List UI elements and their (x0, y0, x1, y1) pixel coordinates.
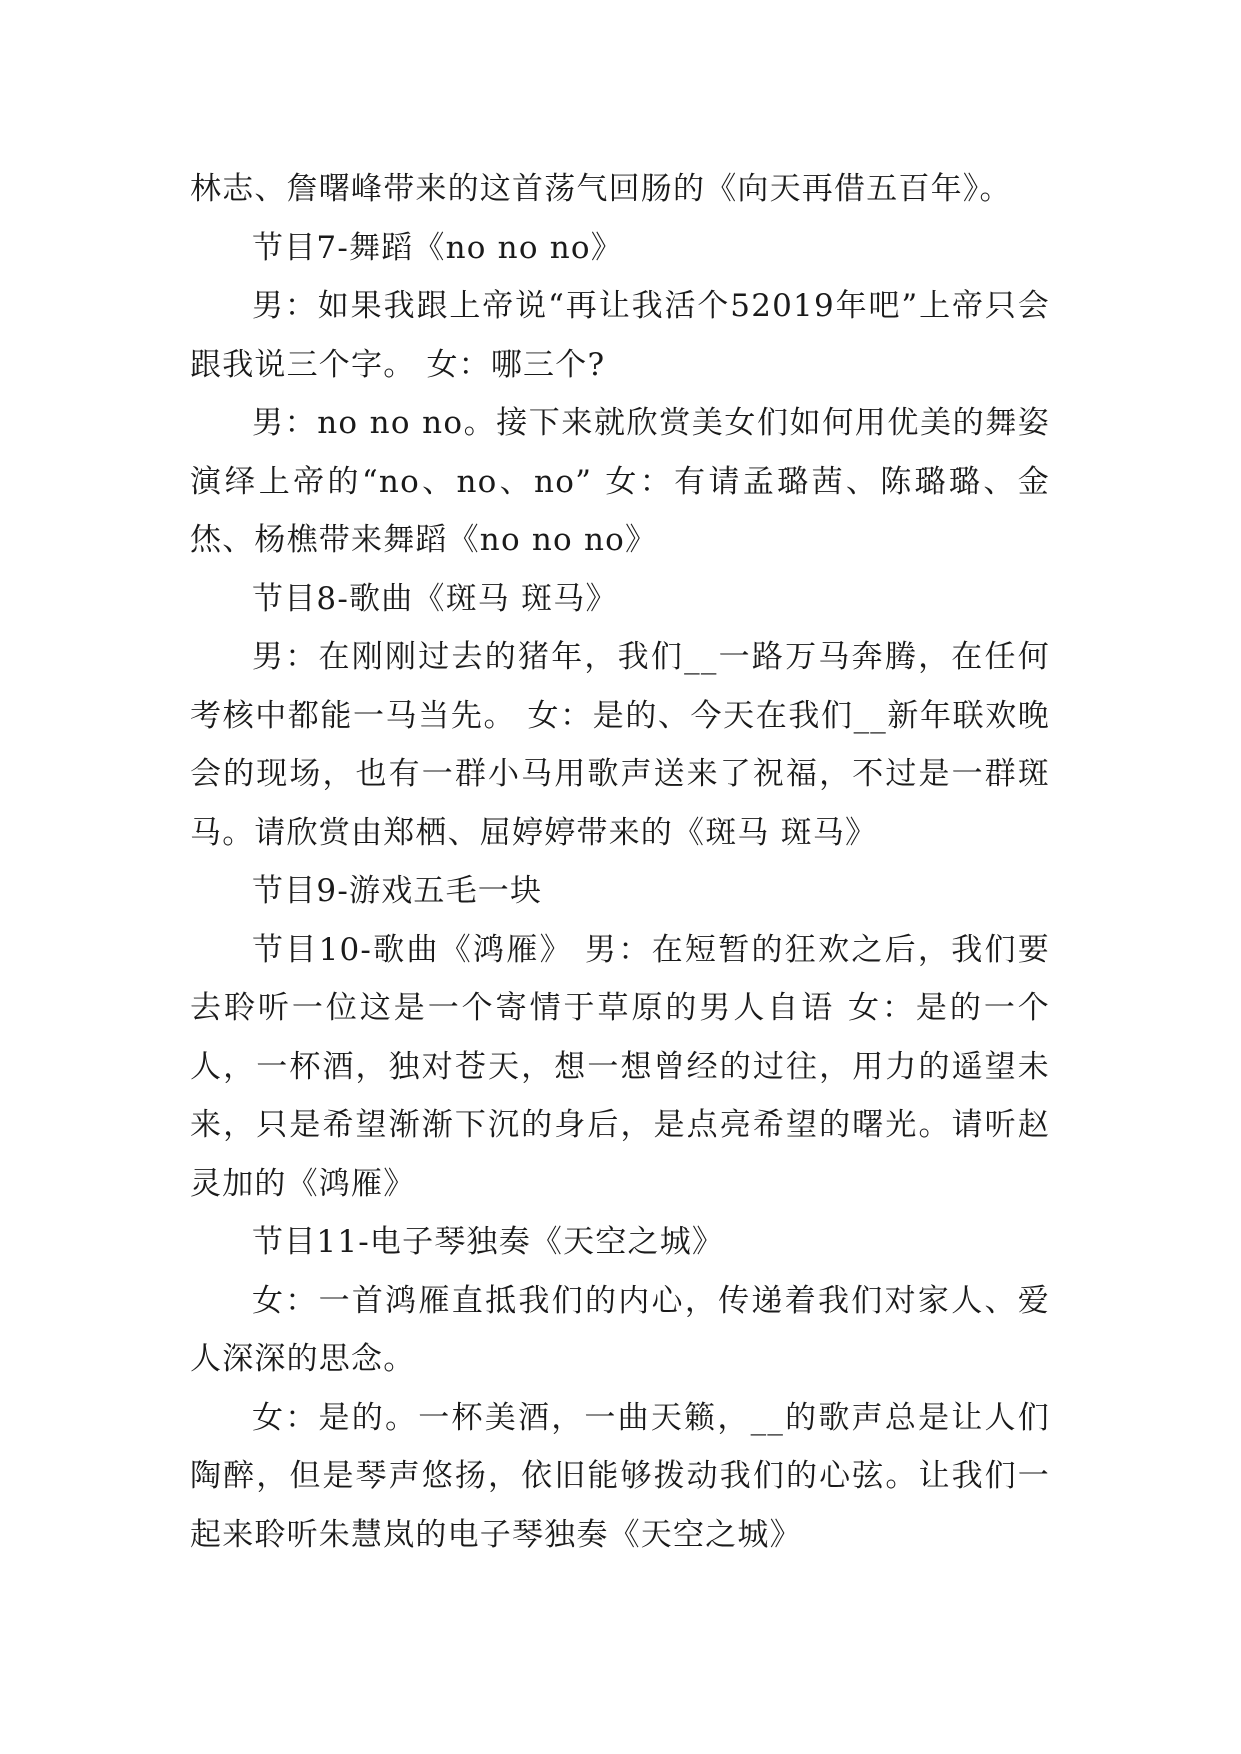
program-9-title: 节目9-游戏五毛一块 (252, 873, 543, 909)
paragraph-3: 男：如果我跟上帝说“再让我活个52019年吧”上帝只会跟我说三个字。 女：哪三个? (190, 288, 1050, 383)
paragraph-1: 林志、詹曙峰带来的这首荡气回肠的《向天再借五百年》。 (190, 171, 1012, 207)
paragraph-4: 男：no no no。接下来就欣赏美女们如何用优美的舞姿演绎上帝的“no、no、no” 女：有请孟璐茜、陈璐璐、金烋、杨樵带来舞蹈《no no no》 (190, 405, 1050, 558)
paragraph-10: 女：一首鸿雁直抵我们的内心，传递着我们对家人、爱人深深的思念。 (190, 1282, 1050, 1377)
paragraph-11: 女：是的。一杯美酒，一曲天籁，__的歌声总是让人们陶醉，但是琴声悠扬，依旧能够拨动我们的心弦。让我们一起来聆听朱慧岚的电子琴独奏《天空之城》 (190, 1399, 1050, 1553)
document-page (190, 160, 1050, 1564)
program-11-title: 节目11-电子琴独奏《天空之城》 (252, 1224, 725, 1260)
paragraph-6: 男：在刚刚过去的猪年，我们__一路万马奔腾，在任何考核中都能一马当先。 女：是的、今天在我们__新年联欢晚会的现场，也有一群小马用歌声送来了祝福，不过是一群斑马。请欣赏由郑栖、屈婷婷带来的《斑马 斑马》 (190, 639, 1050, 851)
program-8-title: 节目8-歌曲《斑马 斑马》 (252, 580, 618, 617)
program-7-title: 节目7-舞蹈《no no no》 (252, 229, 623, 266)
paragraph-8: 节目10-歌曲《鸿雁》 男：在短暂的狂欢之后，我们要去聆听一位这是一个寄情于草原的男人自语 女：是的一个人，一杯酒，独对苍天，想一想曾经的过往，用力的遥望未来，只是希望渐渐下沉的身后，是点亮希望的曙光。请听赵灵加的《鸿雁》 (190, 931, 1050, 1202)
